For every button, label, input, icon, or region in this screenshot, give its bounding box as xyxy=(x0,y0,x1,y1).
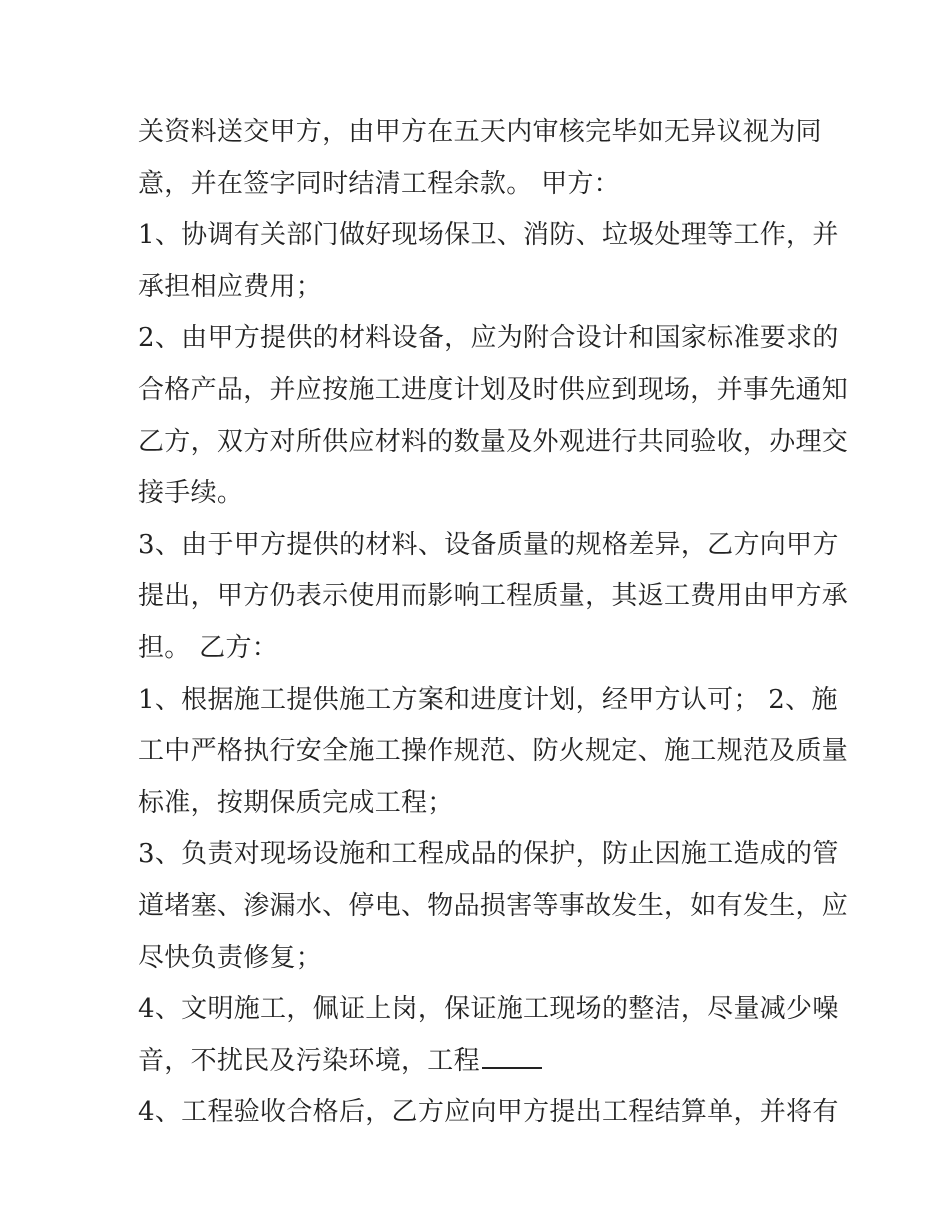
text-line-content: 音，不扰民及污染环境，工程 xyxy=(138,1045,480,1076)
text-line: 标准，按期保质完成工程； xyxy=(138,787,454,818)
text-line: 接手续。 xyxy=(138,478,244,509)
fill-in-blank xyxy=(482,1045,542,1069)
text-line: 尽快负责修复； xyxy=(138,942,323,973)
text-line: 承担相应费用； xyxy=(138,271,323,302)
document-body xyxy=(138,107,849,1139)
text-line: 3、负责对现场设施和工程成品的保护，防止因施工造成的管 xyxy=(138,839,839,870)
text-line: 2、由甲方提供的材料设备，应为附合设计和国家标准要求的 xyxy=(138,323,839,354)
text-line: 道堵塞、渗漏水、停电、物品损害等事故发生，如有发生，应 xyxy=(138,890,849,921)
text-line: 4、文明施工，佩证上岗，保证施工现场的整洁，尽量减少噪 xyxy=(138,994,839,1025)
text-line: 关资料送交甲方，由甲方在五天内审核完毕如无异议视为同 xyxy=(138,117,822,147)
text-line: 合格产品，并应按施工进度计划及时供应到现场，并事先通知 xyxy=(138,374,849,405)
text-line: 1、协调有关部门做好现场保卫、消防、垃圾处理等工作，并 xyxy=(138,220,839,251)
text-line: 意，并在签字同时结清工程余款。 甲方： xyxy=(138,168,620,199)
text-line: 3、由于甲方提供的材料、设备质量的规格差异，乙方向甲方 xyxy=(138,529,839,560)
text-line: 担。 乙方： xyxy=(138,632,279,663)
text-line: 工中严格执行安全施工操作规范、防火规定、施工规范及质量 xyxy=(138,736,849,767)
text-line: 1、根据施工提供施工方案和进度计划，经甲方认可； 2、施 xyxy=(138,684,838,715)
text-line: 提出，甲方仍表示使用而影响工程质量，其返工费用由甲方承 xyxy=(138,581,849,612)
text-line: 乙方，双方对所供应材料的数量及外观进行共同验收，办理交 xyxy=(138,426,849,457)
text-line: 4、工程验收合格后，乙方应向甲方提出工程结算单，并将有 xyxy=(138,1097,839,1128)
text-line-with-blank xyxy=(138,1036,828,1088)
